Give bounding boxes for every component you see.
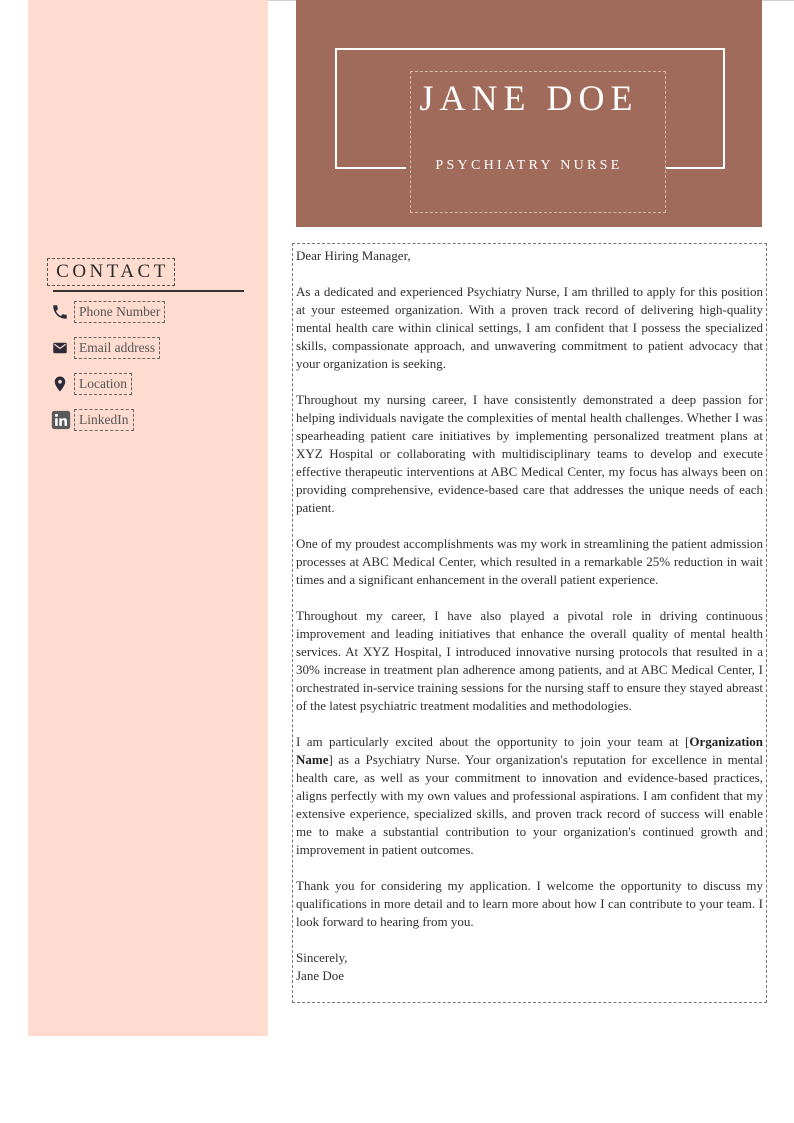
linkedin-icon [51,410,71,430]
spacer [296,265,763,283]
letter-signature: Jane Doe [296,968,345,983]
spacer [296,373,763,391]
contact-divider [53,290,244,292]
sidebar [28,0,268,1036]
linkedin-label: LinkedIn [74,409,134,431]
location-icon [51,375,69,393]
spacer [296,517,763,535]
letter-paragraph-1: As a dedicated and experienced Psychiatry Nurse, I am thrilled to apply for this position at your esteemed organization. With a proven track record of delivering high-quality mental health care within clinical settings, I am confident that I possess the specialized skills, compassionate approach, and unwavering commitment to patient advocacy that your organization is seeking. [296,284,763,371]
email-icon [51,339,69,357]
location-label: Location [74,373,132,395]
letter-paragraph-5 [296,733,763,859]
letter-paragraph-2: Throughout my nursing career, I have consistently demonstrated a deep passion for helping individuals navigate the complexities of mental health challenges. Whether I was spearheading patient care initiatives by implementing personalized treatment plans at XYZ Hospital or collaborating with multidisciplinary teams to develop and execute effective therapeutic interventions at ABC Medical Center, my focus has always been on providing comprehensive, evidence-based care that addresses the unique needs of each patient. [296,392,763,515]
organization-name-placeholder: Organization Name [296,734,763,767]
contact-heading: CONTACT [47,258,175,286]
phone-icon [51,303,69,321]
job-title: PSYCHIATRY NURSE [435,158,623,173]
email-label: Email address [74,337,160,359]
spacer [296,859,763,877]
spacer [296,589,763,607]
spacer [296,715,763,733]
cover-letter-body [292,243,767,1003]
applicant-name: JANE DOE [419,78,639,118]
letter-paragraph-3: One of my proudest accomplishments was my work in streamlining the patient admission processes at ABC Medical Center, which resulted in a remarkable 25% reduction in wait times and a significant enhancement in the overall patient experience. [296,536,763,587]
spacer [296,931,763,949]
p5-after: ] as a Psychiatry Nurse. Your organization's reputation for excellence in mental health care, as well as your commitment to innovation and evidence-based practices, aligns perfectly with my own values and professional aspirations. I am confident that my extensive experience, specialized skills, and proven track record of success will enable me to make a substantial contribution to your organization's continued growth and improvement in patient outcomes. [296,752,763,857]
letter-closing: Sincerely, [296,950,348,965]
p5-before: I am particularly excited about the opportunity to join your team at [ [296,734,690,749]
letter-paragraph-4: Throughout my career, I have also played a pivotal role in driving continuous improvement and leading initiatives that enhance the overall quality of mental health services. At XYZ Hospital, I introduced innovative nursing protocols that resulted in a 30% increase in treatment plan adherence among patients, and at ABC Medical Center, I orchestrated in-service training sessions for the nursing staff to ensure they stayed abreast of the latest psychiatric treatment modalities and methodologies. [296,608,763,713]
header-banner [296,0,762,227]
letter-paragraph-6: Thank you for considering my application. I welcome the opportunity to discuss my qualifications in more detail and to learn more about how I can contribute to your team. I look forward to hearing from you. [296,878,763,929]
phone-label: Phone Number [74,301,165,323]
letter-greeting: Dear Hiring Manager, [296,248,411,263]
